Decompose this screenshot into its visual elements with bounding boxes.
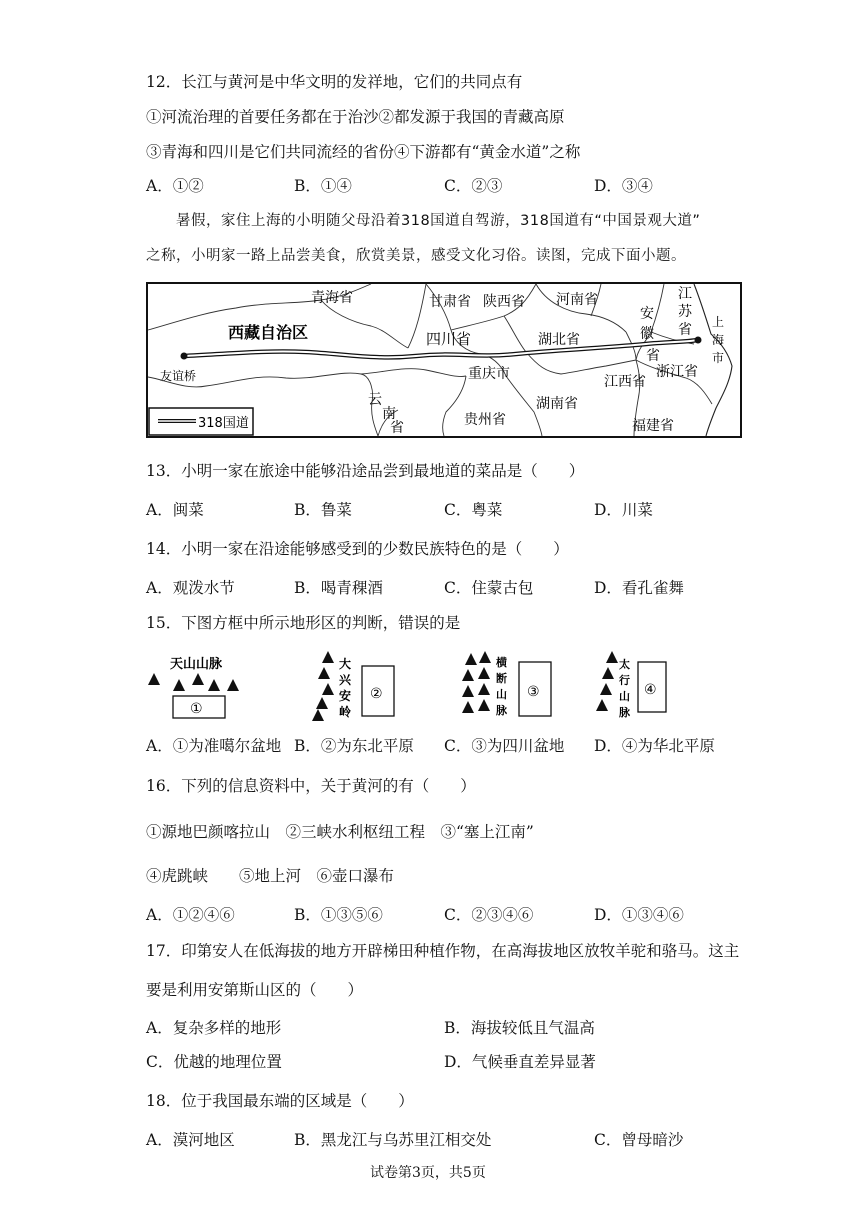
q16-line2: ①源地巴颜喀拉山 ②三峡水利枢纽工程 ③“塞上江南” — [146, 823, 534, 841]
q14-option-c: C．住蒙古包 — [444, 579, 534, 597]
label-yun: 云 — [368, 392, 382, 408]
q17-option-d: D．气候垂直差异显著 — [444, 1053, 596, 1071]
q16-stem: 16．下列的信息资料中，关于黄河的有（ ） — [146, 777, 476, 795]
q13-option-b: B．鲁菜 — [294, 501, 352, 519]
q15-option-d: D．④为华北平原 — [594, 737, 715, 755]
q13-option-a: A．闽菜 — [146, 501, 204, 519]
page-footer: 试卷第3页，共5页 — [370, 1165, 486, 1181]
fig-daxing-1: 大 — [339, 657, 352, 671]
q17-option-b: B．海拔较低且气温高 — [444, 1019, 595, 1037]
q17-option-a: A．复杂多样的地形 — [146, 1019, 282, 1037]
label-hunan: 湖南省 — [536, 396, 578, 412]
q14-option-a: A．观泼水节 — [146, 579, 235, 597]
label-hai: 海 — [712, 333, 725, 347]
fig-hengduan-2: 断 — [496, 672, 507, 685]
q14-option-b: B．喝青稞酒 — [294, 579, 383, 597]
label-an: 安 — [640, 306, 654, 322]
label-chongqing: 重庆市 — [468, 366, 510, 382]
label-hui: 徽 — [640, 326, 654, 342]
label-guizhou: 贵州省 — [464, 412, 506, 428]
fig-hengduan-4: 脉 — [496, 704, 507, 717]
passage-line2: 之称，小明家一路上品尝美食，欣赏美景，感受文化习俗。读图，完成下面小题。 — [146, 248, 686, 264]
fig-hengduan-1: 横 — [496, 656, 507, 669]
fig-taihang-4: 脉 — [619, 706, 630, 719]
q14-stem: 14．小明一家在沿途能够感受到的少数民族特色的是（ ） — [146, 540, 569, 558]
fig-daxing-3: 安 — [339, 689, 352, 703]
label-nan: 南 — [382, 406, 396, 422]
fig-daxing-4: 岭 — [339, 705, 352, 719]
q17-option-c: C．优越的地理位置 — [146, 1053, 282, 1071]
q15-option-b: B．②为东北平原 — [294, 737, 414, 755]
label-fujian: 福建省 — [632, 418, 674, 434]
label-qinghai: 青海省 — [311, 290, 353, 306]
q18-option-a: A．漠河地区 — [146, 1131, 235, 1149]
q13-stem: 13．小明一家在旅途中能够沿途品尝到最地道的菜品是（ ） — [146, 462, 585, 480]
fig-daxing-2: 兴 — [339, 673, 352, 687]
q17-stem: 17．印第安人在低海拔的地方开辟梯田种植作物，在高海拔地区放牧羊驼和骆马。这主 — [146, 942, 740, 960]
youyiqiao-point — [181, 353, 188, 360]
q12-line3: ③青海和四川是它们共同流经的省份④下游都有“黄金水道”之称 — [146, 143, 581, 161]
map-legend — [149, 408, 253, 435]
q18-option-c: C．曾母暗沙 — [594, 1131, 684, 1149]
box-1-label: ① — [190, 701, 203, 717]
fig-hengduan-3: 山 — [496, 688, 507, 701]
q12-option-a: A．①② — [146, 177, 204, 195]
q12-stem: 12．长江与黄河是中华文明的发祥地，它们的共同点有 — [146, 73, 523, 91]
label-sheng-ah: 省 — [646, 348, 660, 364]
q15-option-c: C．③为四川盆地 — [444, 737, 565, 755]
label-xizang: 西藏自治区 — [228, 323, 309, 342]
label-sichuan: 四川省 — [426, 330, 472, 348]
label-jiang: 江 — [678, 286, 692, 302]
q18-stem: 18．位于我国最东端的区域是（ ） — [146, 1092, 414, 1110]
fig-taihang-3: 山 — [619, 690, 630, 703]
q12-option-c: C．②③ — [444, 177, 503, 195]
label-sheng-js: 省 — [678, 322, 692, 338]
fig-taihang-2: 行 — [619, 674, 630, 687]
label-gansu: 甘肃省 — [429, 294, 471, 310]
q16-option-a: A．①②④⑥ — [146, 906, 235, 924]
landform-figure — [146, 648, 686, 724]
q12-option-b: B．①④ — [294, 177, 352, 195]
q16-option-c: C．②③④⑥ — [444, 906, 534, 924]
q12-option-d: D．③④ — [594, 177, 653, 195]
box-4-label: ④ — [644, 682, 657, 698]
label-shi: 市 — [712, 351, 725, 365]
q12-line2: ①河流治理的首要任务都在于治沙②都发源于我国的青藏高原 — [146, 108, 565, 126]
q17-line2: 要是利用安第斯山区的（ ） — [146, 981, 364, 999]
route-318-map — [146, 282, 742, 438]
label-henan: 河南省 — [556, 292, 598, 308]
fig-taihang-1: 太 — [619, 658, 630, 671]
label-zhejiang: 浙江省 — [656, 364, 698, 380]
legend-label: 318国道 — [198, 416, 249, 431]
box-3-label: ③ — [527, 684, 540, 700]
box-2-label: ② — [370, 686, 383, 702]
label-shaanxi: 陕西省 — [483, 294, 525, 310]
q15-stem: 15．下图方框中所示地形区的判断，错误的是 — [146, 614, 461, 632]
label-sheng-yn: 省 — [390, 420, 404, 436]
fig-tianshan: 天山山脉 — [170, 657, 223, 672]
shanghai-point — [695, 337, 702, 344]
q16-option-d: D．①③④⑥ — [594, 906, 684, 924]
q15-option-a: A．①为准噶尔盆地 — [146, 737, 282, 755]
passage-line1: 暑假，家住上海的小明随父母沿着318国道自驾游，318国道有“中国景观大道” — [176, 213, 701, 229]
q16-line3: ④虎跳峡 ⑤地上河 ⑥壶口瀑布 — [146, 867, 395, 885]
q18-option-b: B．黑龙江与乌苏里江相交处 — [294, 1131, 492, 1149]
label-shang: 上 — [712, 315, 725, 329]
q13-option-c: C．粤菜 — [444, 501, 503, 519]
q13-option-d: D．川菜 — [594, 501, 653, 519]
label-youyiqiao: 友谊桥 — [160, 369, 197, 383]
q16-option-b: B．①③⑤⑥ — [294, 906, 383, 924]
label-hubei: 湖北省 — [538, 332, 580, 348]
label-su: 苏 — [678, 304, 692, 320]
q14-option-d: D．看孔雀舞 — [594, 579, 684, 597]
label-jiangxi: 江西省 — [604, 374, 646, 390]
